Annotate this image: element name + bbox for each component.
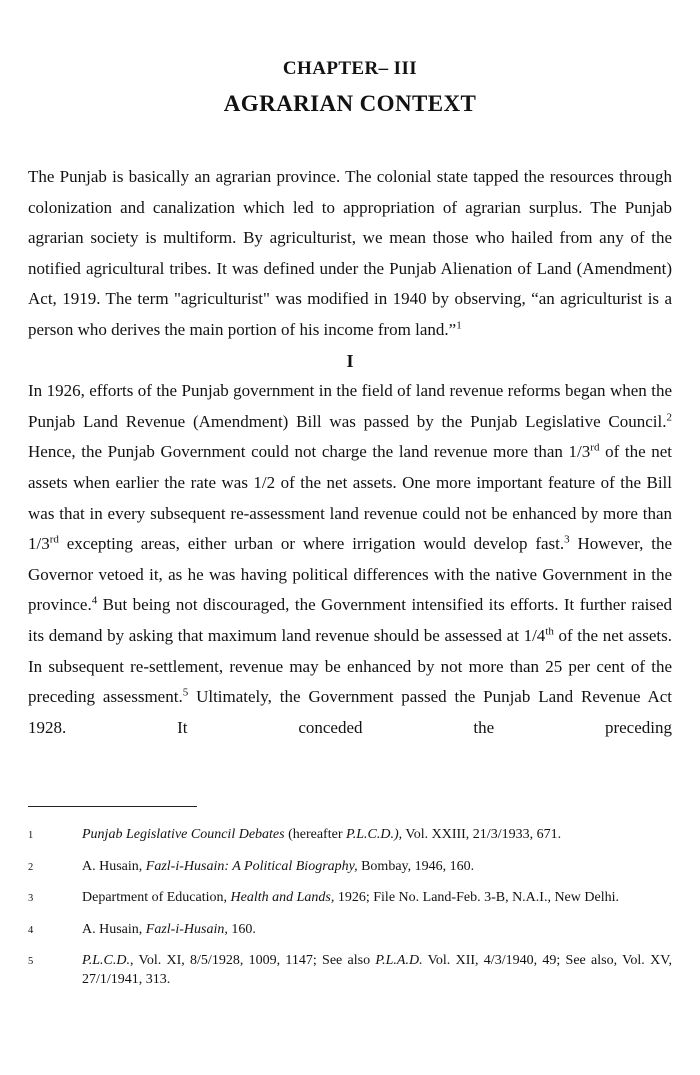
footnote-item bbox=[28, 826, 672, 846]
footnote-text: A. Husain, Fazl-i-Husain, 160. bbox=[82, 921, 256, 937]
footnote-number: 2 bbox=[28, 861, 34, 873]
footnote-text: Punjab Legislative Council Debates (hereafter P.L.C.D.), Vol. XXIII, 21/3/1933, 671. bbox=[82, 827, 562, 842]
footnotes-block bbox=[28, 806, 672, 1001]
footnote-number: 5 bbox=[28, 956, 34, 967]
footnote-separator bbox=[28, 806, 197, 807]
chapter-title: AGRARIAN CONTEXT bbox=[223, 91, 477, 116]
footnote-text: P.L.C.D., Vol. XI, 8/5/1928, 1009, 1147; See also P.L.A.D. Vol. XII, 4/3/1940, 49; See also, Vol. XV, 27/1/1941, 313. bbox=[82, 953, 672, 987]
section-heading: I bbox=[346, 350, 354, 371]
paragraph-2: In 1926, efforts of the Punjab government in the field of land revenue reforms began when the Punjab Land Revenue (Amendment) Bill was passed by the Punjab Legislative Council.$^2$ Hence, the Punjab Government could not charge the land revenue more than 1/3rd of the net assets when earlier the rate was 1/2 of the net assets. One more important feature of the Bill was that in every subsequent re-assessment land revenue could not be enhanced by more than 1/3rd excepting areas, either urban or where irrigation would develop fast.$^3$ However, the Governor vetoed it, as he was having political differences with the native Government in the province.$^4$ But being not discouraged, the Government intensified its efforts. It further raised its demand by asking that maximum land revenue should be assessed at 1/4th of the net assets. In subsequent re-settlement, revenue may be enhanced by not more than 25 per cent of the preceding assessment.$^5$ Ultimately, the Government passed the Punjab Land Revenue Act 1928. It conceded the preceding bbox=[28, 381, 673, 737]
footnote-number: 1 bbox=[28, 830, 34, 841]
footnote-item bbox=[28, 921, 672, 941]
footnote-text: A. Husain, Fazl-i-Husain: A Political Biography, Bombay, 1946, 160. bbox=[82, 858, 475, 874]
chapter-heading: CHAPTER– III bbox=[282, 58, 418, 79]
footnote-item bbox=[28, 858, 672, 878]
footnote-item bbox=[28, 952, 672, 989]
footnote-text: Department of Education, Health and Lands, 1926; File No. Land-Feb. 3-B, N.A.I., New Delhi. bbox=[82, 890, 619, 905]
footnote-number: 3 bbox=[28, 893, 34, 904]
footnote-number: 4 bbox=[28, 924, 34, 936]
paragraph-1: The Punjab is basically an agrarian province. The colonial state tapped the resources through colonization and canalization which led to appropriation of agrarian surplus. The Punjab agrarian society is multiform. By agriculturist, we mean those who hailed from any of the notified agricultural tribes. It was defined under the Punjab Alienation of Land (Amendment) Act, 1919. The term "agriculturist" was modified in 1940 by observing, “an agriculturist is a person who derives the main portion of his income from land.”$^1$ bbox=[28, 167, 672, 339]
footnote-item bbox=[28, 889, 672, 909]
